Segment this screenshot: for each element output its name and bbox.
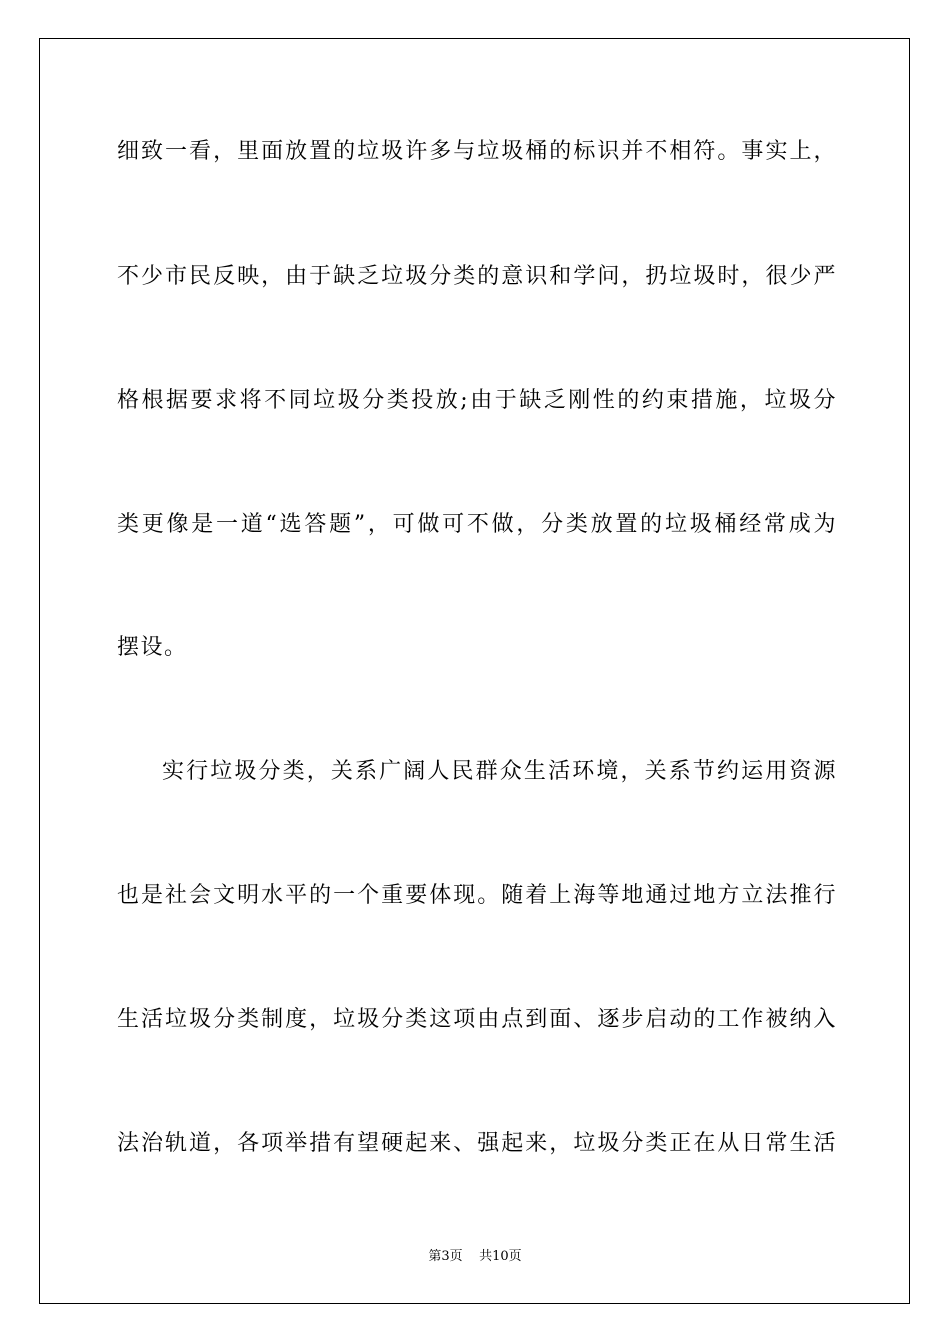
text-line-7: 也是社会文明水平的一个重要体现。随着上海等地通过地方立法推行 — [117, 883, 837, 908]
text-line-6: 实行垃圾分类，关系广阔人民群众生活环境，关系节约运用资源 — [162, 759, 837, 784]
page-frame — [39, 38, 910, 1304]
text-line-3: 格根据要求将不同垃圾分类投放;由于缺乏刚性的约束措施，垃圾分 — [117, 388, 837, 413]
page-total: 共10页 — [479, 1249, 522, 1264]
text-line-9: 法治轨道，各项举措有望硬起来、强起来，垃圾分类正在从日常生活 — [117, 1131, 837, 1156]
text-line-8: 生活垃圾分类制度，垃圾分类这项由点到面、逐步启动的工作被纳入 — [117, 1007, 837, 1032]
text-line-2: 不少市民反映，由于缺乏垃圾分类的意识和学问，扔垃圾时，很少严 — [117, 264, 837, 289]
text-line-4: 类更像是一道“选答题”，可做可不做，分类放置的垃圾桶经常成为 — [117, 512, 837, 537]
page-number: 第3页 — [428, 1249, 463, 1264]
page-footer — [0, 1248, 950, 1266]
text-line-5: 摆设。 — [117, 635, 188, 660]
text-line-1: 细致一看，里面放置的垃圾许多与垃圾桶的标识并不相符。事实上， — [117, 139, 837, 164]
